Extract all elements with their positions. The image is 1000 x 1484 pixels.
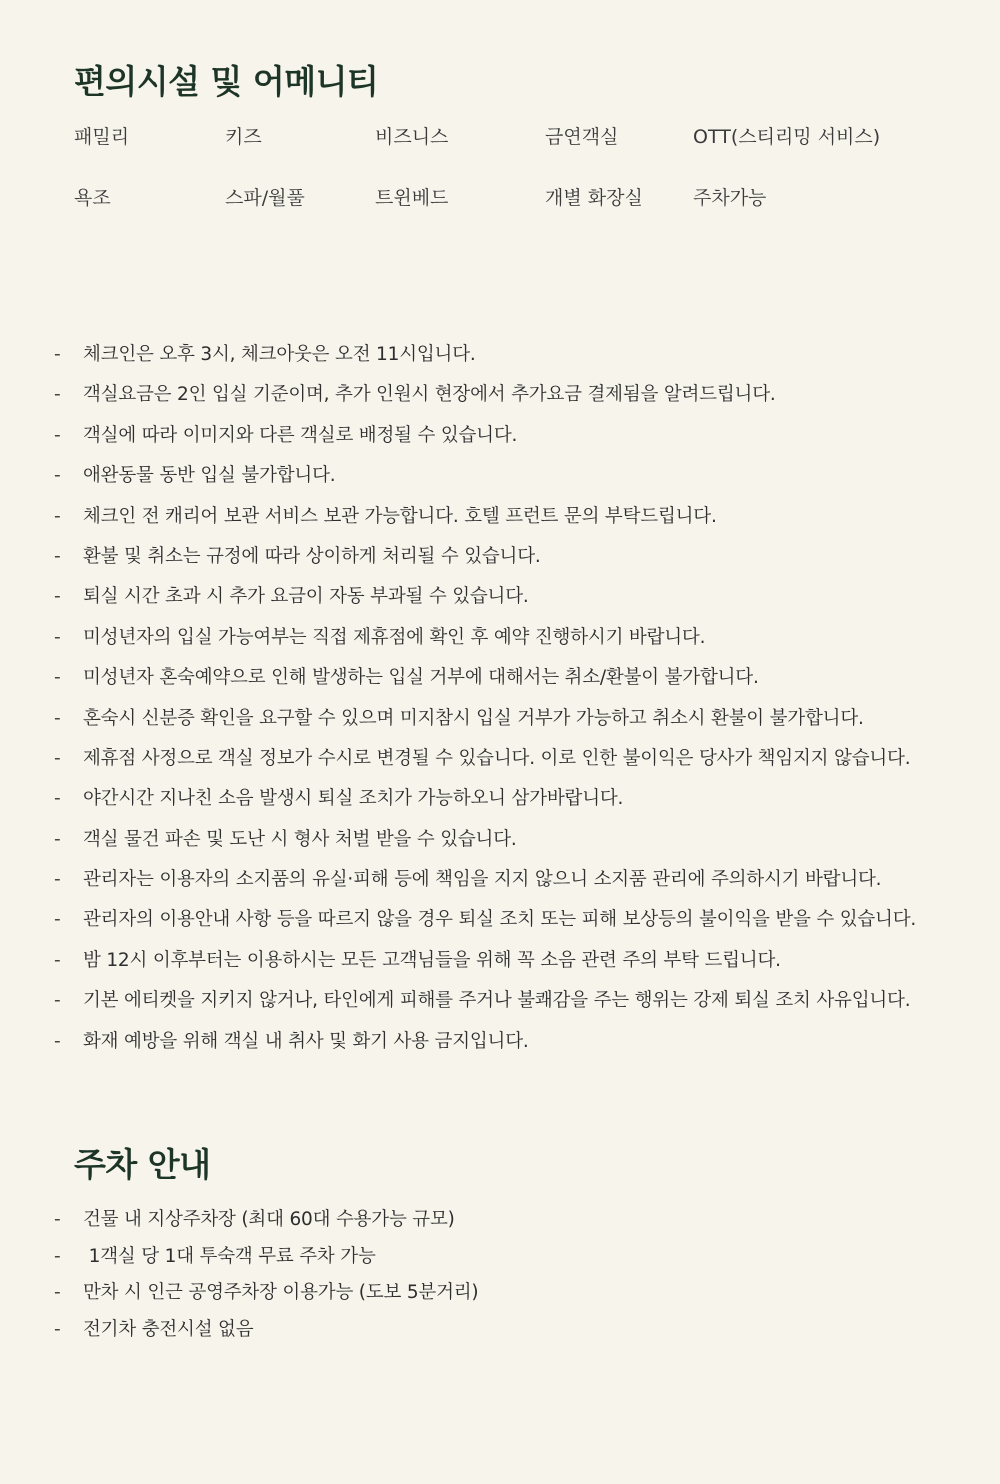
notice-text: 퇴실 시간 초과 시 추가 요금이 자동 부과될 수 있습니다. (83, 586, 529, 608)
notice-item (0, 456, 1000, 496)
notice-item (0, 658, 1000, 698)
amenity-private-restroom: 개별 화장실 (545, 187, 643, 209)
notice-text: 야간시간 지나친 소음 발생시 퇴실 조치가 가능하오니 삼가바랍니다. (83, 788, 624, 810)
notice-item (0, 981, 1000, 1021)
bullet-dash: - (54, 384, 61, 406)
amenity-kids: 키즈 (225, 126, 262, 148)
bullet-dash: - (54, 545, 61, 567)
notice-text: 혼숙시 신분증 확인을 요구할 수 있으며 미지참시 입실 거부가 가능하고 취소시 환불이 불가합니다. (83, 707, 864, 729)
bullet-dash: - (54, 788, 61, 810)
notice-item (0, 577, 1000, 617)
notice-item (0, 860, 1000, 900)
notice-text: 객실 물건 파손 및 도난 시 형사 처벌 받을 수 있습니다. (83, 828, 517, 850)
notice-text: 밤 12시 이후부터는 이용하시는 모든 고객님들을 위해 꼭 소음 관련 주의 부탁 드립니다. (83, 949, 781, 971)
bullet-dash: - (54, 465, 61, 487)
notice-text: 제휴점 사정으로 객실 정보가 수시로 변경될 수 있습니다. 이로 인한 불이익은 당사가 책임지지 않습니다. (83, 747, 911, 769)
parking-text: 1객실 당 1대 투숙객 무료 주차 가능 (83, 1245, 376, 1267)
amenity-business: 비즈니스 (375, 126, 449, 148)
bullet-dash: - (54, 586, 61, 608)
notice-text: 애완동물 동반 입실 불가합니다. (83, 465, 336, 487)
parking-item (0, 1239, 1000, 1276)
parking-title: 주차 안내 (74, 1145, 211, 1184)
notice-text: 체크인은 오후 3시, 체크아웃은 오전 11시입니다. (83, 344, 476, 365)
notice-item (0, 497, 1000, 537)
notice-text: 환불 및 취소는 규정에 따라 상이하게 처리될 수 있습니다. (83, 545, 541, 567)
notice-item (0, 820, 1000, 860)
bullet-dash: - (54, 828, 61, 850)
notice-text: 기본 에티켓을 지키지 않거나, 타인에게 피해를 주거나 불쾌감을 주는 행위는 강제 퇴실 조치 사유입니다. (83, 990, 911, 1012)
notice-text: 체크인 전 캐리어 보관 서비스 보관 가능합니다. 호텔 프런트 문의 부탁드립니다. (83, 505, 717, 527)
notice-text: 객실요금은 2인 입실 기준이며, 추가 인원시 현장에서 추가요금 결제됨을 알려드립니다. (83, 384, 776, 406)
notice-item (0, 416, 1000, 456)
parking-item (0, 1312, 1000, 1349)
notice-item (0, 941, 1000, 981)
notice-text: 미성년자 혼숙예약으로 인해 발생하는 입실 거부에 대해서는 취소/환불이 불가합니다. (83, 667, 759, 689)
bullet-dash: - (54, 1318, 61, 1340)
amenity-bathtub: 욕조 (74, 187, 111, 209)
amenities-row (74, 179, 954, 240)
notice-item (0, 375, 1000, 415)
amenities-grid (74, 118, 954, 240)
notice-item (0, 618, 1000, 658)
bullet-dash: - (54, 424, 61, 446)
notice-text: 관리자의 이용안내 사항 등을 따르지 않을 경우 퇴실 조치 또는 피해 보상등의 불이익을 받을 수 있습니다. (83, 909, 917, 931)
notice-text: 객실에 따라 이미지와 다른 객실로 배정될 수 있습니다. (83, 424, 518, 446)
notice-item (0, 335, 1000, 375)
notice-item (0, 739, 1000, 779)
bullet-dash: - (54, 667, 61, 689)
notice-item (0, 779, 1000, 819)
bullet-dash: - (54, 344, 61, 365)
bullet-dash: - (54, 707, 61, 729)
bullet-dash: - (54, 869, 61, 891)
bullet-dash: - (54, 505, 61, 527)
parking-text: 건물 내 지상주차장 (최대 60대 수용가능 규모) (83, 1209, 455, 1230)
parking-item (0, 1202, 1000, 1239)
bullet-dash: - (54, 1282, 61, 1303)
notice-item (0, 1022, 1000, 1062)
bullet-dash: - (54, 949, 61, 971)
notice-text: 미성년자의 입실 가능여부는 직접 제휴점에 확인 후 예약 진행하시기 바랍니다. (83, 626, 706, 648)
amenity-ott: OTT(스티리밍 서비스) (693, 126, 881, 148)
notice-item (0, 537, 1000, 577)
bullet-dash: - (54, 1245, 61, 1267)
bullet-dash: - (54, 1209, 61, 1230)
bullet-dash: - (54, 626, 61, 648)
notice-text: 화재 예방을 위해 객실 내 취사 및 화기 사용 금지입니다. (83, 1030, 529, 1052)
amenity-parking: 주차가능 (693, 187, 767, 209)
amenity-spa-whirlpool: 스파/월풀 (225, 187, 305, 209)
bullet-dash: - (54, 747, 61, 769)
parking-list (0, 1202, 1000, 1348)
notice-item (0, 699, 1000, 739)
parking-text: 전기차 충전시설 없음 (83, 1318, 254, 1340)
amenity-twin-bed: 트윈베드 (375, 187, 449, 209)
bullet-dash: - (54, 909, 61, 931)
amenities-title: 편의시설 및 어메니티 (74, 62, 379, 101)
parking-item (0, 1275, 1000, 1312)
amenity-non-smoking: 금연객실 (545, 126, 619, 148)
amenity-family: 패밀리 (74, 126, 130, 148)
notice-item (0, 900, 1000, 940)
bullet-dash: - (54, 1030, 61, 1052)
notice-text: 관리자는 이용자의 소지품의 유실·피해 등에 책임을 지지 않으니 소지품 관리에 주의하시기 바랍니다. (83, 869, 882, 891)
amenities-row (74, 118, 954, 179)
parking-text: 만차 시 인근 공영주차장 이용가능 (도보 5분거리) (83, 1282, 479, 1303)
bullet-dash: - (54, 990, 61, 1012)
notice-list (0, 335, 1000, 1062)
